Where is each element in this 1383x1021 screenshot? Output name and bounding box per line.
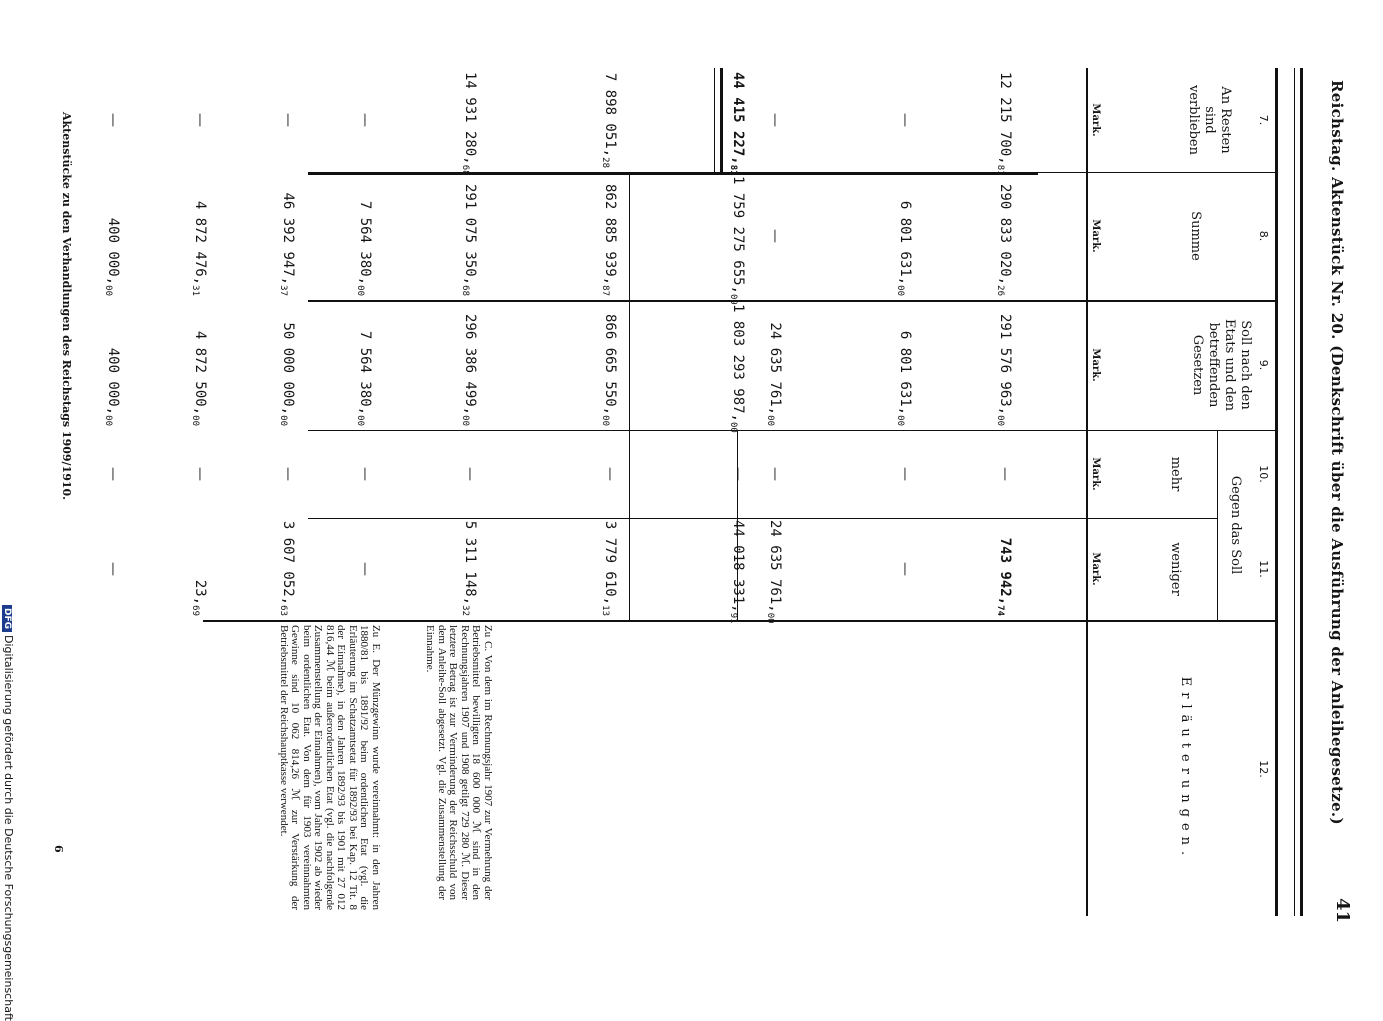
unit-label: Mark. — [1090, 457, 1101, 491]
cell-soll: 400 000, — [105, 347, 121, 416]
cell-summe: 4 872 476, — [192, 200, 208, 286]
row-rule — [629, 172, 630, 620]
page-number: 41 — [1332, 898, 1353, 924]
row-rule — [714, 68, 715, 172]
cell-weniger: 5 311 148, — [462, 520, 478, 606]
col-header-erlaeuterungen: Erläuterungen. — [1178, 676, 1193, 862]
unit-label: Mark. — [1090, 219, 1101, 253]
cell-soll: 866 665 550, — [602, 314, 618, 416]
cell-summe: 7 564 380, — [357, 200, 373, 286]
col-header-reste: An Resten sind verblieben — [1186, 85, 1233, 155]
cell-weniger: 743 942, — [997, 537, 1013, 606]
cell-mehr: — — [105, 467, 121, 481]
col-rule — [1038, 172, 1278, 173]
table-top-rule — [1275, 68, 1278, 916]
header-rule — [1300, 68, 1303, 916]
cell-mehr: — — [357, 467, 373, 481]
dfg-logo: DFG — [2, 605, 12, 632]
cell-mehr: — — [462, 467, 478, 481]
digitization-credit — [2, 605, 15, 1021]
group-header-rule — [1217, 430, 1218, 620]
cell-summe: — — [767, 229, 783, 243]
cell-weniger: 3 779 610, — [602, 520, 618, 606]
cell-weniger: — — [897, 562, 913, 576]
col-rule — [308, 518, 1218, 519]
cell-summe: 46 392 947, — [280, 192, 296, 286]
cell-weniger: 23, — [192, 579, 208, 606]
cell-weniger: 3 607 052, — [280, 520, 296, 606]
cell-reste: — — [357, 113, 373, 127]
col-header-weniger: weniger — [1168, 542, 1183, 596]
col-number-11: 11. — [1257, 560, 1270, 578]
cell-reste: — — [192, 113, 208, 127]
cell-summe: 400 000, — [105, 217, 121, 286]
cell-soll: 6 801 631, — [897, 330, 913, 416]
col-rule — [203, 620, 1278, 622]
cell-summe: 290 833 020, — [997, 184, 1013, 286]
running-title: Reichstag. Aktenstück Nr. 20. (Denkschrift über die Ausführung der Anleihegesetze.) — [1328, 80, 1346, 825]
row-rule — [720, 68, 723, 172]
digitization-text: Digitalisierung gefördert durch die Deutsche Forschungsgemeinschaft — [2, 635, 15, 1021]
unit-label: Mark. — [1090, 103, 1101, 137]
cell-soll: 4 872 500, — [192, 330, 208, 416]
cell-mehr: — — [767, 467, 783, 481]
cell-reste: 12 215 700, — [997, 72, 1013, 165]
footer-source: Aktenstücke zu den Verhandlungen des Reichstags 1909/1910. — [60, 112, 73, 500]
cell-reste: 44 415 227, — [730, 72, 746, 165]
cell-reste: — — [105, 113, 121, 127]
col-number-7: 7. — [1257, 114, 1270, 126]
cell-mehr: — — [602, 467, 618, 481]
note-zu-e: Zu E. Der Münzgewinn wurde vereinnahmt: in den Jahren 1880/81 bis 1891/92 beim ordentlichen Etat (vgl. die Erläuterung im Schatzamtsetat für 1892/93 bei Kap. 12 Tit. 8 der Einnahme), in den Jahren 1892/93 bis 1901 mit 27 012 816,44 ℳ beim außerordentlichen Etat (vgl. die nachfolgende Zusammenstellung der Einnahmen), vom Jahre 1902 ab wieder beim ordentlichen Etat. Von dem für 1903 vereinnahmten Gewinne sind 10 062 814,26 ℳ zur Verstärkung der Betriebsmittel der Reichshauptkasse verwendet. — [278, 625, 382, 910]
cell-weniger: 44 018 331, — [730, 520, 746, 613]
cell-soll: 7 564 380, — [357, 330, 373, 416]
header-rule-thin — [1294, 68, 1295, 916]
cell-mehr: — — [997, 467, 1013, 481]
col-header-summe: Summe — [1188, 211, 1203, 261]
col-rule — [308, 172, 1038, 175]
col-rule — [308, 430, 1278, 431]
cell-mehr: — — [897, 467, 913, 481]
col-header-mehr: mehr — [1168, 456, 1183, 492]
note-zu-c: Zu C. Von dem im Rechnungsjahr 1907 zur Vermehrung der Betriebsmittel bewilligten 18 600 000 ℳ sind in den Rechnungsjahren 1907 und 1908 getilgt 729 280 ℳ. Dieser letztere Betrag ist zur Verminderung der Reichsschuld von dem Anleihe-Soll abgesetzt. Vgl. die Zusammenstellung der Einnahme. — [424, 625, 494, 900]
cell-reste: 7 898 051, — [602, 72, 618, 158]
cell-mehr: — — [280, 467, 296, 481]
cell-weniger: — — [357, 562, 373, 576]
cell-reste: — — [897, 113, 913, 127]
cell-soll: 50 000 000, — [280, 322, 296, 416]
cell-reste: — — [767, 113, 783, 127]
col-rule — [308, 300, 1278, 302]
col-number-8: 8. — [1257, 230, 1270, 242]
unit-label: Mark. — [1090, 552, 1101, 586]
cell-mehr: — — [730, 467, 746, 481]
cell-summe: 1 759 275 655, — [730, 176, 746, 295]
cell-summe: 862 885 939, — [602, 184, 618, 286]
cell-reste: — — [280, 113, 296, 127]
cell-soll: 1 803 293 987, — [730, 304, 746, 423]
col-number-10: 10. — [1257, 465, 1270, 483]
cell-weniger: 24 635 761, — [767, 520, 783, 613]
footer-sheet-number: 6 — [52, 845, 65, 853]
cell-weniger: — — [105, 562, 121, 576]
rotated-page: Reichstag. Aktenstück Nr. 20. (Denkschrift über die Ausführung der Anleihegesetze.) 41 7. 8. 9. 10. 11. 12. An Resten sind verblieben Summe Soll nach den Etats und den betreffenden Gesetzen Gegen das Soll mehr weniger Erläuterungen. Mark. Mark. Mark. Mark. Mark. 12 215 $700,_{81}$ 290 833 $020,_{26}$ 291 576 $963,_{00}$ — 743 $942,_{74}$ — 6 801 $631,_{00}$ 6 801 $631,_{00}$ — — — — 24 635 $761,_{00}$ — 24 635 $761,_{00}$ 44 415 $227,_{81}$ 1 759 275 $655,_{09}$ 1 803 293 $987,_{00}$ — 44 018 $331,_{91}$ 7 898 $051,_{28}$ 862 885 $939,_{87}$ 866 665 $550,_{00}$ — 3 779 $610,_{13}$ 14 931 $280,_{68}$ 291 075 $350,_{68}$ 296 386 $499,_{00}$ — 5 311 $148,_{32}$ — 7 564 $380,_{00}$ 7 564 $380,_{00}$ — — — 46 392 $947,_{37}$ 50 000 $000,_{00}$ — 3 607 $052,_{63}$ — 4 872 $476,_{31}$ 4 872 $500,_{00}$ — $23,_{69}$ — 400 $000,_{00}$ 400 $000,_{00}$ — — Zu C. Von dem im Rechnungsjahr 1907 zur Vermehrung der Betriebsmittel bewilligten 18 600 000 ℳ sind in den Rechnungsjahren 1907 und 1908 getilgt 729 280 ℳ. Dieser letztere Betrag ist zur Verminderung der Reichsschuld von dem Anleihe-Soll abgesetzt. Vgl. die Zusammenstellung der Einnahme. Zu E. Der Münzgewinn wurde vereinnahmt: in den Jahren 1880/81 bis 1891/92 beim ordentlichen Etat (vgl. die Erläuterung im Schatzamtsetat für 1892/93 bei Kap. 12 Tit. 8 der Einnahme), in den Jahren 1892/93 bis 1901 mit 27 012 816,44 ℳ beim außerordentlichen Etat (vgl. die nachfolgende Zusammenstellung der Einnahmen), vom Jahre 1902 ab wieder beim ordentlichen Etat. Von dem für 1903 vereinnahmten Gewinne sind 10 062 814,26 ℳ zur Verstärkung der Betriebsmittel der Reichshauptkasse verwendet. Aktenstücke zu den Verhandlungen des Reichstags 1909/1910. 6 DFGDigitalisierung gefördert durch die Deutsche Forschungsgemeinschaft — [0, 0, 1383, 1000]
cell-soll: 24 635 761, — [767, 322, 783, 416]
cell-soll: 291 576 963, — [997, 314, 1013, 416]
unit-label: Mark. — [1090, 348, 1101, 382]
cell-summe: 6 801 631, — [897, 200, 913, 286]
col-number-12: 12. — [1257, 760, 1270, 778]
cell-reste: 14 931 280, — [462, 72, 478, 165]
cell-soll: 296 386 499, — [462, 314, 478, 416]
cell-mehr: — — [192, 467, 208, 481]
header-bottom-rule — [1086, 68, 1088, 916]
cell-summe: 291 075 350, — [462, 184, 478, 286]
col-header-soll: Soll nach den Etats und den betreffenden Gesetzen — [1190, 318, 1253, 412]
col-number-9: 9. — [1257, 359, 1270, 371]
col-header-gegen-soll: Gegen das Soll — [1228, 475, 1243, 575]
